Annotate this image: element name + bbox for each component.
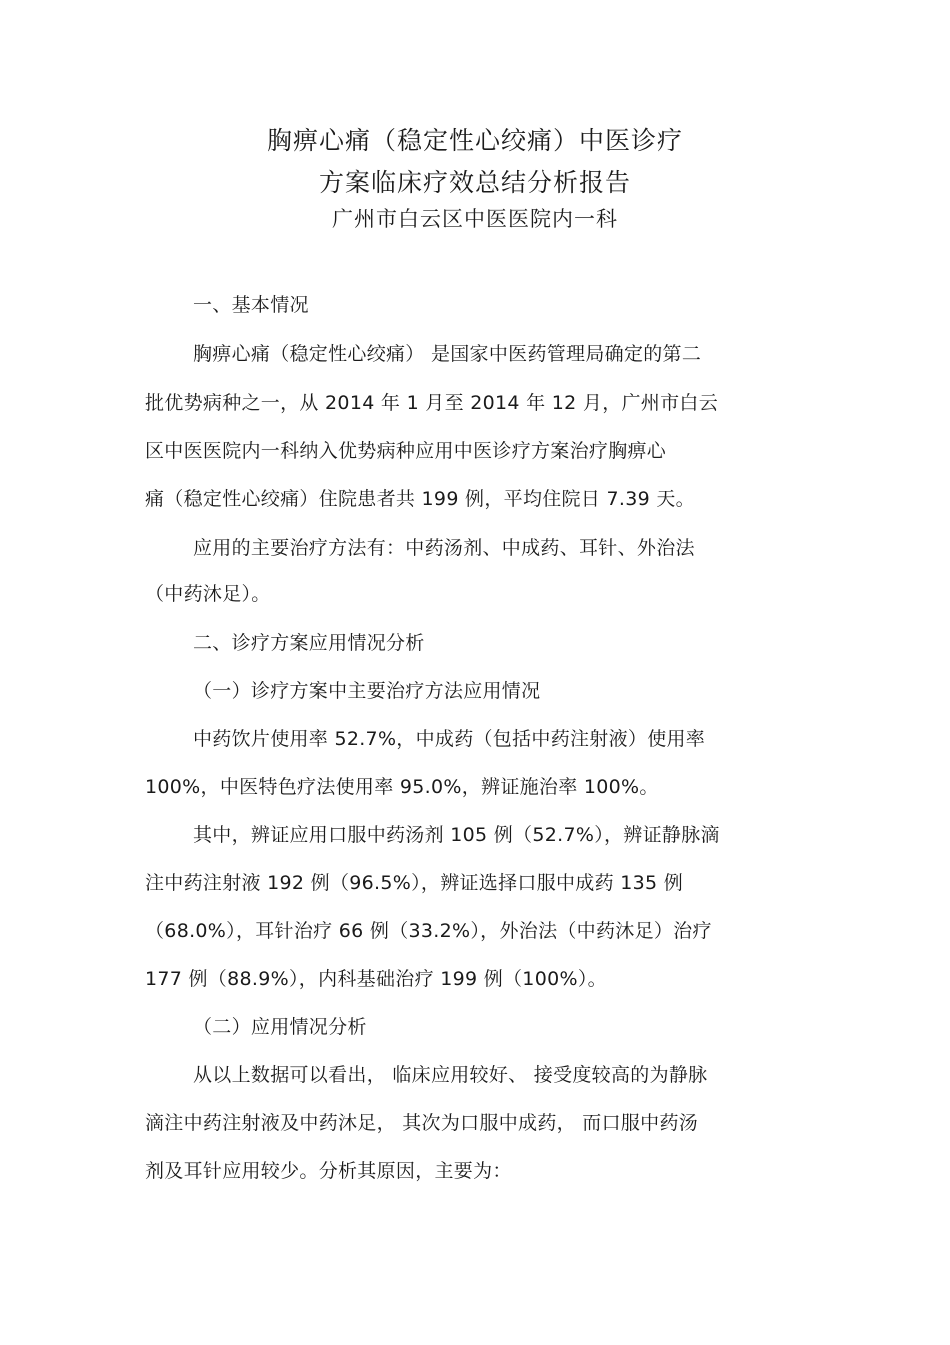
- document-subtitle: 广州市白云区中医医院内一科: [332, 207, 618, 231]
- paragraph-line: 应用的主要治疗方法有：中药汤剂、中成药、耳针、外治法: [193, 537, 695, 559]
- document-title-line-2: 方案临床疗效总结分析报告: [318, 168, 631, 197]
- paragraph-line: 注中药注射液 192 例（96.5%），辨证选择口服中成药 135 例: [145, 872, 684, 894]
- subsection-heading-methods: （一）诊疗方案中主要治疗方法应用情况: [193, 680, 541, 702]
- paragraph-line: 胸痹心痛（稳定性心绞痛） 是国家中医药管理局确定的第二: [193, 343, 702, 365]
- paragraph-line: 中药饮片使用率 52.7%，中成药（包括中药注射液）使用率: [193, 728, 706, 750]
- section-heading-basic: 一、基本情况: [193, 294, 309, 316]
- paragraph-line: （68.0%），耳针治疗 66 例（33.2%），外治法（中药沐足）治疗: [145, 920, 712, 942]
- paragraph-line: 177 例（88.9%），内科基础治疗 199 例（100%）。: [145, 968, 607, 990]
- paragraph-line: 100%，中医特色疗法使用率 95.0%，辨证施治率 100%。: [145, 776, 659, 798]
- paragraph-line: 从以上数据可以看出， 临床应用较好、 接受度较高的为静脉: [193, 1064, 708, 1086]
- paragraph-line: 滴注中药注射液及中药沐足， 其次为口服中成药， 而口服中药汤: [145, 1112, 699, 1134]
- paragraph-line: 区中医医院内一科纳入优势病种应用中医诊疗方案治疗胸痹心: [145, 440, 667, 462]
- paragraph-line: （中药沐足）。: [145, 583, 271, 605]
- paragraph-line: 其中，辨证应用口服中药汤剂 105 例（52.7%），辨证静脉滴: [193, 824, 720, 846]
- paragraph-line: 批优势病种之一，从 2014 年 1 月至 2014 年 12 月，广州市白云: [145, 392, 718, 414]
- document-title-line-1: 胸痹心痛（稳定性心绞痛）中医诊疗: [266, 126, 683, 155]
- paragraph-line: 剂及耳针应用较少。分析其原因，主要为：: [145, 1160, 512, 1182]
- subsection-heading-application: （二）应用情况分析: [193, 1016, 367, 1038]
- paragraph-line: 痛（稳定性心绞痛）住院患者共 199 例，平均住院日 7.39 天。: [145, 488, 695, 510]
- section-heading-analysis: 二、诊疗方案应用情况分析: [193, 632, 425, 654]
